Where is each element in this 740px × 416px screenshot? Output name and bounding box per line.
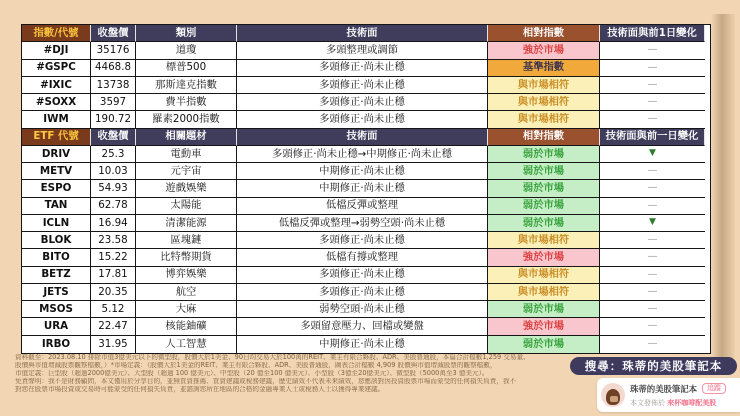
technical-cell: 中期修正·尚未止穩 xyxy=(237,163,488,180)
technical-cell: 多頭修正·尚未止穩→中期修正·尚未止穩 xyxy=(237,146,488,163)
code-cell: ICLN xyxy=(22,215,91,232)
technical-cell: 低檔反彈或整理 xyxy=(237,198,488,215)
technical-cell: 多頭修正·尚未止穩 xyxy=(237,94,488,111)
code-cell: MSOS xyxy=(22,301,91,318)
relative-cell: 弱於市場 xyxy=(488,301,600,318)
relative-cell: 基準指數 xyxy=(488,60,600,77)
header-cell: 相關題材 xyxy=(136,129,237,146)
category-cell: 人工智慧 xyxy=(136,336,237,353)
close-cell: 4468.8 xyxy=(91,60,136,77)
category-cell: 大麻 xyxy=(136,301,237,318)
change-cell: — xyxy=(600,111,705,128)
code-cell: ESPO xyxy=(22,180,91,197)
change-cell: — xyxy=(600,301,705,318)
header-cell: 技術面 xyxy=(237,129,488,146)
table-row xyxy=(22,267,710,284)
technical-cell: 低檔有撐或整理 xyxy=(237,249,488,266)
disclaimer-line: 對您在股票市場投資或交易時可能蒙受的任何損失負責，並諮詢您所在地區的合格的金融專業人士或稅務人士以獲得專業建議。 xyxy=(15,385,385,393)
table-row xyxy=(22,163,710,180)
close-cell: 31.95 xyxy=(91,336,136,353)
close-cell: 20.35 xyxy=(91,284,136,301)
close-cell: 17.81 xyxy=(91,267,136,284)
relative-cell: 與市場相符 xyxy=(488,267,600,284)
header-cell: 類別 xyxy=(136,25,237,42)
published-line xyxy=(630,398,736,408)
change-cell: ▼ xyxy=(600,215,705,232)
table-row xyxy=(22,198,710,215)
author-avatar[interactable] xyxy=(601,383,625,407)
change-cell: — xyxy=(600,198,705,215)
code-cell: URA xyxy=(22,318,91,335)
code-cell: #SOXX xyxy=(22,94,91,111)
close-cell: 35176 xyxy=(91,42,136,59)
change-cell: — xyxy=(600,232,705,249)
code-cell: BETZ xyxy=(22,267,91,284)
disclaimer-line: 市值定義：巨型股（超過2000億美元）、大型股（超過 100 億美元）、中型股（20 億至100 億美元）、小型股（3億至20億美元）、微型股（5000萬至3 億美元）。 xyxy=(15,369,489,377)
change-cell: — xyxy=(600,267,705,284)
table-row xyxy=(22,215,710,232)
category-cell: 羅素2000指數 xyxy=(136,111,237,128)
close-cell: 23.58 xyxy=(91,232,136,249)
header-cell: 相對指數 xyxy=(488,129,600,146)
relative-cell: 與市場相符 xyxy=(488,284,600,301)
category-cell: 費半指數 xyxy=(136,94,237,111)
table-row xyxy=(22,111,710,128)
code-cell: BLOK xyxy=(22,232,91,249)
table-row xyxy=(22,60,710,77)
change-cell: — xyxy=(600,318,705,335)
header-cell: 技術面與前1日變化 xyxy=(600,25,705,42)
header-cell: ETF 代號 xyxy=(22,129,91,146)
change-cell: — xyxy=(600,42,705,59)
code-cell: IWM xyxy=(22,111,91,128)
close-cell: 13738 xyxy=(91,77,136,94)
close-cell: 22.47 xyxy=(91,318,136,335)
category-cell: 比特幣期貨 xyxy=(136,249,237,266)
relative-cell: 弱於市場 xyxy=(488,198,600,215)
technical-cell: 弱勢空頭·尚未止穩 xyxy=(237,301,488,318)
relative-cell: 弱於市場 xyxy=(488,215,600,232)
code-cell: METV xyxy=(22,163,91,180)
change-cell: — xyxy=(600,249,705,266)
table-row xyxy=(22,336,710,353)
category-cell: 元宇宙 xyxy=(136,163,237,180)
technical-cell: 多頭留意壓力、回檔或變盤 xyxy=(237,318,488,335)
table-row xyxy=(22,146,710,163)
header-cell: 指數/代號 xyxy=(22,25,91,42)
author-card-body xyxy=(630,383,736,408)
table-row xyxy=(22,180,710,197)
table-row xyxy=(22,94,710,111)
relative-cell: 強於市場 xyxy=(488,249,600,266)
table-row xyxy=(22,301,710,318)
relative-cell: 與市場相符 xyxy=(488,94,600,111)
close-cell: 15.22 xyxy=(91,249,136,266)
relative-cell: 與市場相符 xyxy=(488,77,600,94)
code-cell: #GSPC xyxy=(22,60,91,77)
close-cell: 54.93 xyxy=(91,180,136,197)
change-cell: — xyxy=(600,336,705,353)
technical-cell: 多頭修正·尚未止穩 xyxy=(237,60,488,77)
relative-cell: 與市場相符 xyxy=(488,111,600,128)
category-cell: 道瓊 xyxy=(136,42,237,59)
category-cell: 清潔能源 xyxy=(136,215,237,232)
close-cell: 62.78 xyxy=(91,198,136,215)
code-cell: IRBO xyxy=(22,336,91,353)
disclaimer-line: 股價與市值增減股票觀察檔數，）*市場定義：（股價大於1美金的REIT、業主有限合夥股、ADR、美股普通股，圖表合計檔數 4,909 股價與市值增減股票的觀察檔數， xyxy=(15,361,497,369)
change-cell: — xyxy=(600,284,705,301)
index-section-header-row xyxy=(22,25,710,42)
category-cell: 核能鈾礦 xyxy=(136,318,237,335)
technical-cell: 多頭修正·尚未止穩 xyxy=(237,267,488,284)
technical-cell: 多頭修正·尚未止穩 xyxy=(237,284,488,301)
header-cell: 技術面 xyxy=(237,25,488,42)
technical-cell: 中期修正·尚未止穩 xyxy=(237,336,488,353)
category-cell: 標普500 xyxy=(136,60,237,77)
published-prefix: 本文發佈於 xyxy=(630,398,668,407)
change-cell: — xyxy=(600,163,705,180)
header-cell: 技術面與前一日變化 xyxy=(600,129,705,146)
technical-cell: 多頭修正·尚未止穩 xyxy=(237,111,488,128)
close-cell: 5.12 xyxy=(91,301,136,318)
close-cell: 16.94 xyxy=(91,215,136,232)
disclaimer-line: 資料截至：2023.08.10 排除市值3億美元以下的微型股，股價大於1美金、90日均交易大於100萬的REIT、業主有限合夥股、ADR、美股普通股，本篇合計檔數1,259 交易量、 xyxy=(15,354,530,361)
site-link[interactable]: 來杯咖啡配美股 xyxy=(667,398,717,407)
code-cell: DRIV xyxy=(22,146,91,163)
close-cell: 25.3 xyxy=(91,146,136,163)
disclaimer xyxy=(15,354,581,394)
category-cell: 太陽能 xyxy=(136,198,237,215)
code-cell: JETS xyxy=(22,284,91,301)
code-cell: TAN xyxy=(22,198,91,215)
relative-cell: 強於市場 xyxy=(488,42,600,59)
table-row xyxy=(22,284,710,301)
header-cell: 收盤價 xyxy=(91,25,136,42)
category-cell: 電動車 xyxy=(136,146,237,163)
follow-button[interactable]: 追蹤 xyxy=(702,383,726,394)
code-cell: BITO xyxy=(22,249,91,266)
table-row xyxy=(22,77,710,94)
category-cell: 區塊鏈 xyxy=(136,232,237,249)
technical-cell: 多頭修正·尚未止穩 xyxy=(237,77,488,94)
search-banner: 搜尋：珠蒂的美股筆記本 xyxy=(570,357,737,375)
relative-cell: 弱於市場 xyxy=(488,180,600,197)
code-cell: #DJI xyxy=(22,42,91,59)
code-cell: #IXIC xyxy=(22,77,91,94)
technical-cell: 低檔反彈或整理→弱勢空頭·尚未止穩 xyxy=(237,215,488,232)
table-row xyxy=(22,318,710,335)
table-row xyxy=(22,42,710,59)
author-card xyxy=(597,378,740,412)
relative-cell: 弱於市場 xyxy=(488,146,600,163)
close-cell: 190.72 xyxy=(91,111,136,128)
technical-cell: 中期修正·尚未止穩 xyxy=(237,180,488,197)
relative-cell: 弱於市場 xyxy=(488,336,600,353)
market-table xyxy=(21,24,711,354)
relative-cell: 強於市場 xyxy=(488,318,600,335)
disclaimer-line: 免責聲明：我不是財務顧問，本文僅用於分享目的，並無買賣推薦、買賣建議或稅務建議，歷史績效不代表未來績效，您應該對因投資股票市場而蒙受的任何損失負責，我不 xyxy=(15,377,517,385)
change-cell: — xyxy=(600,180,705,197)
relative-cell: 弱於市場 xyxy=(488,163,600,180)
category-cell: 遊戲娛樂 xyxy=(136,180,237,197)
header-cell: 相對指數 xyxy=(488,25,600,42)
relative-cell: 與市場相符 xyxy=(488,232,600,249)
change-cell: — xyxy=(600,94,705,111)
change-cell: — xyxy=(600,60,705,77)
change-cell: ▼ xyxy=(600,146,705,163)
category-cell: 航空 xyxy=(136,284,237,301)
table-row xyxy=(22,249,710,266)
technical-cell: 多頭整理或調節 xyxy=(237,42,488,59)
change-cell: — xyxy=(600,77,705,94)
image-edge-shadow xyxy=(711,14,735,358)
technical-cell: 多頭修正·尚未止穩 xyxy=(237,232,488,249)
category-cell: 博弈娛樂 xyxy=(136,267,237,284)
header-cell: 收盤價 xyxy=(91,129,136,146)
close-cell: 3597 xyxy=(91,94,136,111)
table-row xyxy=(22,232,710,249)
close-cell: 10.03 xyxy=(91,163,136,180)
author-name[interactable]: 珠蒂的美股筆記本 xyxy=(630,383,697,394)
category-cell: 那斯達克指數 xyxy=(136,77,237,94)
etf-section-header-row xyxy=(22,129,710,146)
